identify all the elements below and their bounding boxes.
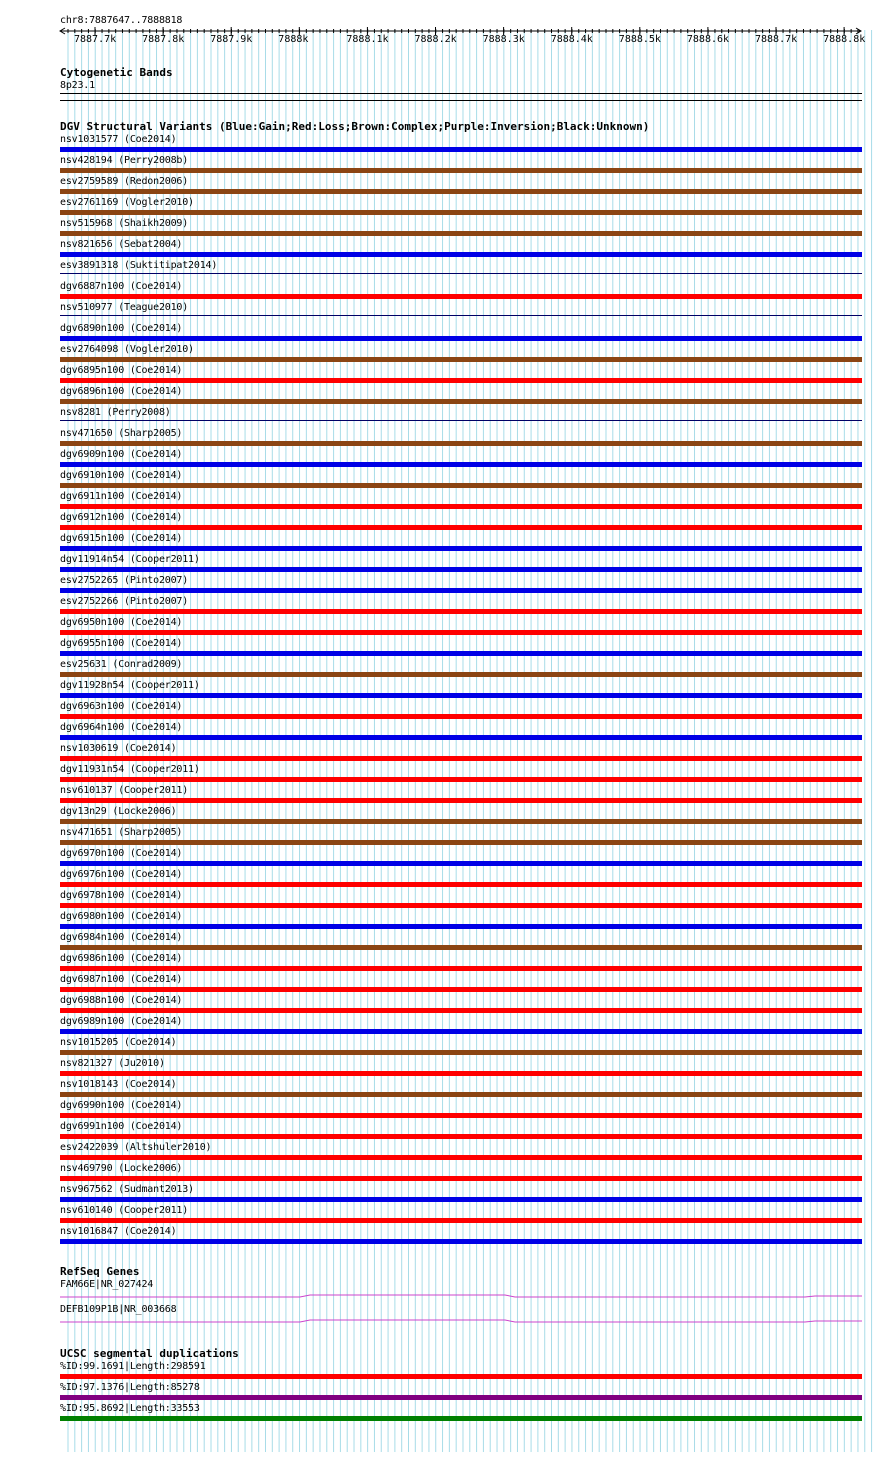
dgv-variant-bar[interactable]	[60, 1050, 862, 1055]
dgv-variant-label[interactable]: dgv6989n100 (Coe2014)	[60, 1016, 183, 1027]
dgv-variant-label[interactable]: nsv821327 (Ju2010)	[60, 1058, 165, 1069]
dgv-variant-bar[interactable]	[60, 777, 862, 782]
ruler-tick-label: 7888.8k	[823, 34, 866, 45]
dgv-variant-bar[interactable]	[60, 756, 862, 761]
dgv-variant-bar[interactable]	[60, 714, 862, 719]
dgv-variant-bar[interactable]	[60, 525, 862, 530]
dgv-variant-bar[interactable]	[60, 693, 862, 698]
dgv-variant-bar[interactable]	[60, 336, 862, 341]
dgv-variant-label[interactable]: dgv6978n100 (Coe2014)	[60, 890, 183, 901]
dgv-variant-label[interactable]: nsv471650 (Sharp2005)	[60, 428, 183, 439]
dgv-variant-bar[interactable]	[60, 273, 862, 274]
dgv-variant-bar[interactable]	[60, 567, 862, 572]
dgv-track-title[interactable]: DGV Structural Variants (Blue:Gain;Red:Loss;Brown:Complex;Purple:Inversion;Black:Unknown)	[60, 120, 650, 133]
dgv-variant-label[interactable]: dgv6984n100 (Coe2014)	[60, 932, 183, 943]
dgv-variant-bar[interactable]	[60, 882, 862, 887]
dgv-variant-label[interactable]: dgv6911n100 (Coe2014)	[60, 491, 183, 502]
dgv-variant-bar[interactable]	[60, 735, 862, 740]
segdup-bar[interactable]	[60, 1416, 862, 1421]
dgv-variant-label[interactable]: dgv6964n100 (Coe2014)	[60, 722, 183, 733]
dgv-variant-label[interactable]: nsv515968 (Shaikh2009)	[60, 218, 189, 229]
dgv-variant-label[interactable]: dgv6963n100 (Coe2014)	[60, 701, 183, 712]
dgv-variant-bar[interactable]	[60, 1239, 862, 1244]
dgv-variant-bar[interactable]	[60, 966, 862, 971]
segdup-track-title[interactable]: UCSC segmental duplications	[60, 1347, 239, 1360]
dgv-variant-bar[interactable]	[60, 357, 862, 362]
dgv-variant-bar[interactable]	[60, 1218, 862, 1223]
dgv-variant-bar[interactable]	[60, 378, 862, 383]
dgv-variant-bar[interactable]	[60, 819, 862, 824]
dgv-variant-label[interactable]: nsv967562 (Sudmant2013)	[60, 1184, 194, 1195]
dgv-variant-label[interactable]: nsv1030619 (Coe2014)	[60, 743, 177, 754]
ruler-tick-label: 7887.8k	[142, 34, 185, 45]
dgv-variant-label[interactable]: nsv610140 (Cooper2011)	[60, 1205, 189, 1216]
ruler-tick-label: 7888.7k	[755, 34, 798, 45]
dgv-variant-bar[interactable]	[60, 945, 862, 950]
dgv-variant-bar[interactable]	[60, 441, 862, 446]
ruler-tick-label: 7888.2k	[414, 34, 457, 45]
dgv-variant-label[interactable]: esv2752265 (Pinto2007)	[60, 575, 189, 586]
dgv-variant-label[interactable]: dgv6990n100 (Coe2014)	[60, 1100, 183, 1111]
ruler-tick-label: 7888.6k	[686, 34, 730, 45]
dgv-variant-bar[interactable]	[60, 420, 862, 421]
dgv-variant-bar[interactable]	[60, 1092, 862, 1097]
dgv-variant-bar[interactable]	[60, 231, 862, 236]
dgv-variant-bar[interactable]	[60, 1176, 862, 1181]
dgv-variant-label[interactable]: dgv6912n100 (Coe2014)	[60, 512, 183, 523]
refseq-track-title[interactable]: RefSeq Genes	[60, 1265, 140, 1278]
dgv-variant-bar[interactable]	[60, 483, 862, 488]
dgv-variant-bar[interactable]	[60, 651, 862, 656]
ruler-tick-label: 7888k	[278, 34, 309, 45]
dgv-variant-label[interactable]: dgv13n29 (Locke2006)	[60, 806, 177, 817]
dgv-variant-label[interactable]: dgv6986n100 (Coe2014)	[60, 953, 183, 964]
dgv-variant-bar[interactable]	[60, 294, 862, 299]
dgv-variant-bar[interactable]	[60, 588, 862, 593]
segdup-bar[interactable]	[60, 1374, 862, 1379]
dgv-variant-label[interactable]: dgv11928n54 (Cooper2011)	[60, 680, 200, 691]
dgv-variant-bar[interactable]	[60, 924, 862, 929]
dgv-variant-label[interactable]: nsv821656 (Sebat2004)	[60, 239, 183, 250]
dgv-variant-bar[interactable]	[60, 147, 862, 152]
dgv-variant-label[interactable]: dgv6991n100 (Coe2014)	[60, 1121, 183, 1132]
dgv-variant-label[interactable]: dgv6955n100 (Coe2014)	[60, 638, 183, 649]
dgv-variant-bar[interactable]	[60, 315, 862, 316]
dgv-variant-label[interactable]: dgv6895n100 (Coe2014)	[60, 365, 183, 376]
dgv-variant-label[interactable]: dgv6987n100 (Coe2014)	[60, 974, 183, 985]
dgv-variant-bar[interactable]	[60, 1113, 862, 1118]
dgv-variant-label[interactable]: dgv6909n100 (Coe2014)	[60, 449, 183, 460]
dgv-variant-label[interactable]: dgv6950n100 (Coe2014)	[60, 617, 183, 628]
dgv-variant-label[interactable]: nsv1015205 (Coe2014)	[60, 1037, 177, 1048]
ruler-tick-label: 7888.3k	[482, 34, 525, 45]
cytoband-divider	[60, 100, 862, 101]
dgv-variant-label[interactable]: esv2764098 (Vogler2010)	[60, 344, 194, 355]
dgv-variant-bar[interactable]	[60, 462, 862, 467]
dgv-variant-bar[interactable]	[60, 672, 862, 677]
dgv-variant-label[interactable]: esv2422039 (Altshuler2010)	[60, 1142, 212, 1153]
dgv-variant-bar[interactable]	[60, 1008, 862, 1013]
dgv-variant-label[interactable]: dgv11931n54 (Cooper2011)	[60, 764, 200, 775]
ruler-tick-label: 7887.9k	[210, 34, 253, 45]
ruler-tick-label: 7887.7k	[74, 34, 117, 45]
dgv-variant-label[interactable]: esv2761169 (Vogler2010)	[60, 197, 194, 208]
refseq-gene-model[interactable]	[0, 1316, 890, 1324]
refseq-gene-label[interactable]: FAM66E|NR_027424	[60, 1279, 154, 1290]
dgv-variant-label[interactable]: nsv1031577 (Coe2014)	[60, 134, 177, 145]
dgv-variant-label[interactable]: nsv469790 (Locke2006)	[60, 1163, 183, 1174]
dgv-variant-label[interactable]: nsv471651 (Sharp2005)	[60, 827, 183, 838]
dgv-variant-label[interactable]: nsv610137 (Cooper2011)	[60, 785, 189, 796]
refseq-gene-label[interactable]: DEFB109P1B|NR_003668	[60, 1304, 177, 1315]
dgv-variant-bar[interactable]	[60, 546, 862, 551]
dgv-variant-bar[interactable]	[60, 504, 862, 509]
dgv-variant-label[interactable]: esv25631 (Conrad2009)	[60, 659, 183, 670]
dgv-variant-bar[interactable]	[60, 210, 862, 215]
dgv-variant-label[interactable]: esv2759589 (Redon2006)	[60, 176, 189, 187]
dgv-variant-label[interactable]: dgv6976n100 (Coe2014)	[60, 869, 183, 880]
refseq-gene-model[interactable]	[0, 1291, 890, 1299]
dgv-variant-label[interactable]: dgv11914n54 (Cooper2011)	[60, 554, 200, 565]
ruler-position-label: chr8:7887647..7888818	[60, 15, 183, 26]
dgv-variant-bar[interactable]	[60, 1029, 862, 1034]
dgv-variant-label[interactable]: nsv1018143 (Coe2014)	[60, 1079, 177, 1090]
ruler-tick-label: 7888.1k	[346, 34, 389, 45]
dgv-variant-label[interactable]: nsv1016847 (Coe2014)	[60, 1226, 177, 1237]
dgv-variant-label[interactable]: nsv8281 (Perry2008)	[60, 407, 171, 418]
dgv-variant-bar[interactable]	[60, 399, 862, 404]
dgv-variant-bar[interactable]	[60, 1071, 862, 1076]
dgv-variant-bar[interactable]	[60, 630, 862, 635]
ruler-tick-label: 7888.4k	[550, 34, 593, 45]
dgv-variant-bar[interactable]	[60, 798, 862, 803]
dgv-variant-label[interactable]: esv2752266 (Pinto2007)	[60, 596, 189, 607]
dgv-variant-label[interactable]: dgv6980n100 (Coe2014)	[60, 911, 183, 922]
dgv-variant-bar[interactable]	[60, 1155, 862, 1160]
dgv-variant-label[interactable]: dgv6970n100 (Coe2014)	[60, 848, 183, 859]
dgv-variant-bar[interactable]	[60, 987, 862, 992]
segdup-label[interactable]: %ID:97.1376|Length:85278	[60, 1382, 200, 1393]
dgv-variant-bar[interactable]	[60, 168, 862, 173]
dgv-variant-bar[interactable]	[60, 609, 862, 614]
dgv-variant-bar[interactable]	[60, 189, 862, 194]
dgv-variant-label[interactable]: dgv6988n100 (Coe2014)	[60, 995, 183, 1006]
dgv-variant-bar[interactable]	[60, 861, 862, 866]
dgv-variant-bar[interactable]	[60, 252, 862, 257]
cytoband-track-title[interactable]: Cytogenetic Bands	[60, 66, 173, 79]
dgv-variant-label[interactable]: esv3891318 (Suktitipat2014)	[60, 260, 218, 271]
dgv-variant-label[interactable]: dgv6890n100 (Coe2014)	[60, 323, 183, 334]
dgv-variant-bar[interactable]	[60, 1197, 862, 1202]
ruler-tick-label: 7888.5k	[618, 34, 661, 45]
dgv-variant-label[interactable]: dgv6896n100 (Coe2014)	[60, 386, 183, 397]
dgv-variant-bar[interactable]	[60, 840, 862, 845]
dgv-variant-label[interactable]: dgv6915n100 (Coe2014)	[60, 533, 183, 544]
cytoband-band[interactable]	[60, 93, 862, 94]
segdup-bar[interactable]	[60, 1395, 862, 1400]
dgv-variant-label[interactable]: dgv6887n100 (Coe2014)	[60, 281, 183, 292]
cytoband-label: 8p23.1	[60, 80, 95, 91]
dgv-variant-bar[interactable]	[60, 1134, 862, 1139]
dgv-variant-bar[interactable]	[60, 903, 862, 908]
dgv-variant-label[interactable]: nsv510977 (Teague2010)	[60, 302, 189, 313]
dgv-variant-label[interactable]: nsv428194 (Perry2008b)	[60, 155, 189, 166]
segdup-label[interactable]: %ID:99.1691|Length:298591	[60, 1361, 206, 1372]
segdup-label[interactable]: %ID:95.8692|Length:33553	[60, 1403, 200, 1414]
dgv-variant-label[interactable]: dgv6910n100 (Coe2014)	[60, 470, 183, 481]
